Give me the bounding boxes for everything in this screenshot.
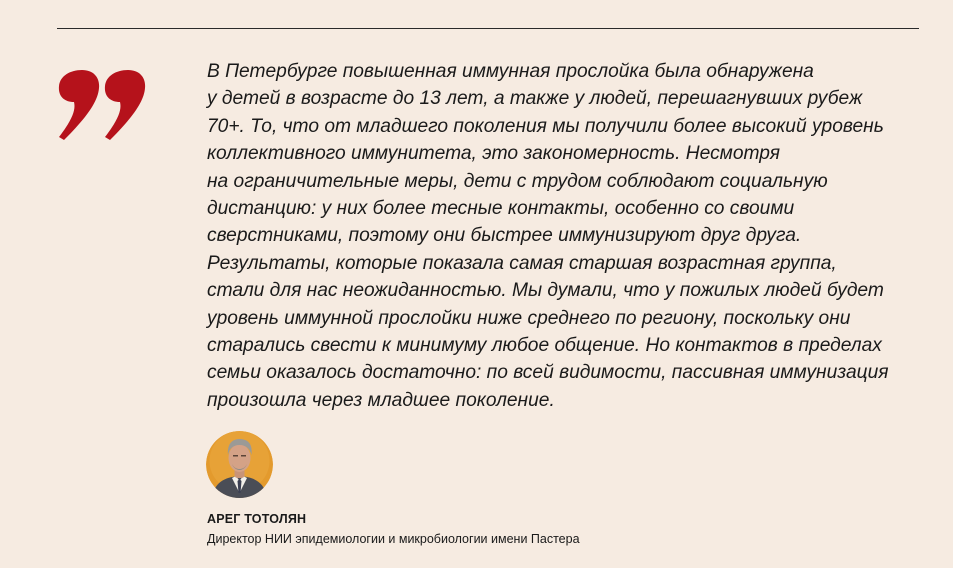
- quote-line: коллективного иммунитета, это закономерность. Несмотря: [207, 143, 780, 165]
- quote-line: Результаты, которые показала самая старшая возрастная группа,: [207, 252, 837, 274]
- quote-line: на ограничительные меры, дети с трудом соблюдают социальную: [207, 170, 828, 192]
- quote-line: у детей в возрасте до 13 лет, а также у людей, перешагнувших рубеж: [207, 88, 863, 110]
- quote-line: семьи оказалось достаточно: по всей видимости, пассивная иммунизация: [207, 362, 889, 384]
- quote-line: 70+. То, что от младшего поколения мы получили более высокий уровень: [207, 115, 884, 137]
- avatar: [206, 431, 273, 498]
- quotation-mark-icon: [52, 68, 146, 142]
- quote-line: дистанцию: у них более тесные контакты, особенно со своими: [207, 198, 795, 220]
- author-portrait: [206, 431, 273, 498]
- quote-glyph-right: [105, 70, 145, 140]
- author-name: АРЕГ ТОТОЛЯН: [207, 512, 307, 526]
- quote-line: произошла через младшее поколение.: [207, 389, 555, 411]
- quote-line: стали для нас неожиданностью. Мы думали, что у пожилых людей будет: [207, 280, 884, 302]
- quote-glyph-left: [59, 70, 99, 140]
- quote-line: В Петербурге повышенная иммунная прослойка была обнаружена: [207, 61, 814, 82]
- author-position: Директор НИИ эпидемиологии и микробиологии имени Пастера: [207, 532, 580, 546]
- quote-line: уровень иммунной прослойки ниже среднего по региону, поскольку они: [207, 307, 851, 329]
- top-divider: [57, 28, 919, 29]
- quote-text: [207, 58, 922, 414]
- quote-line: старались свести к минимуму любое общение. Но контактов в пределах: [207, 335, 882, 357]
- quote-line: сверстниками, поэтому они быстрее иммунизируют друг друга.: [207, 225, 802, 247]
